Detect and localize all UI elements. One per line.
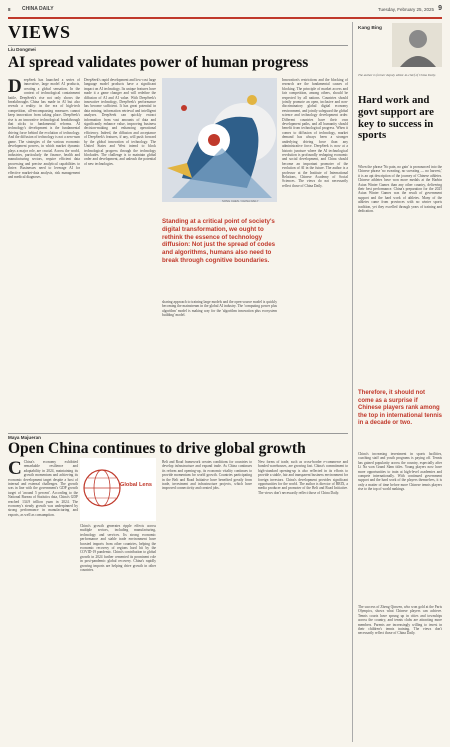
masthead-rule <box>8 17 442 19</box>
dropcap: D <box>8 78 22 97</box>
globe-icon <box>80 458 156 521</box>
brand-name: CHINA DAILY <box>22 6 54 12</box>
divider <box>8 433 348 434</box>
portrait-image <box>392 23 442 67</box>
column-divider <box>352 22 353 742</box>
article2-column-3: New forms of trade, such as cross-border e-commerce and bonded warehouses, are growing fast. China's commitment to high-standard opening-up is also reflected in its efforts to provide a stable, fair and transparent business environment for foreign investors. China's development provides significant opportunities for the world. The author is director of BRIX, a media producer and promoter of the Belt and Road Initiative. The views don't necessarily reflect those of China Daily. <box>258 460 348 495</box>
article1-column-3: sharing approach to training large models and the open-source model is quickly becoming the mainstream in the global AI industry. The 'computing power plus algorithm' model is making way for the 'algorithm innovation plus ecosystem building' model. <box>162 300 277 318</box>
article2-column-1 <box>8 460 78 740</box>
article2-column-1-text: China's economy exhibited remarkable resilience and adaptability in 2024, maintaining its growth momentum and achieving its economic development target despite a host of internal and external challenges. The growth was in line with the government's GDP growth target of 'around 5 percent'. According to the National Bureau of Statistics data, China's GDP reached 134.9 trillion yuan in 2024. The economy's steady growth was underpinned by strong performance in manufacturing and exports, as well as consumption. <box>8 460 78 517</box>
sidebar-column-1: When the phrase 'No pain, no gain' is pronounced into the Chinese phrase 'no sweating, no sweating — no harvest,' it is an apt description of the journey of Chinese athletes. Chinese athletes have won more medals at the Harbin Asian Winter Games than any other country, delivering their best performance. China's preparation for the 2025 Asian Winter Games was the result of government support and the hard work of athletes. Many of the athletes came from provinces with no winter sports tradition, yet they excelled through years of training and dedication. <box>358 165 442 214</box>
masthead <box>8 4 442 16</box>
dropcap: C <box>8 460 22 479</box>
article1-author: Liu Dongmei <box>8 47 36 52</box>
article1-illustration <box>162 78 277 202</box>
article1-column-2: DeepSeek's rapid development and low-cost large language model products have a significant impact on AI technology. Its unique features have made it a game changer and will redefine the diffusion of AI and AI value. With DeepSeek's innovative technology, DeepSeek's performance has become sufficient. It has great potential in data mining, information retrieval and intelligent analyses. DeepSeek can quickly extract information from vast amounts of data and significantly enhance value, improving business decision-making and enhancing operational efficiency. Indeed, the diffusion and acceptance of DeepSeek's features, if any, will push forward by the global innovation of technology. The United States and West intend to block technological progress through the technology blockades. The challenge is to maintain global order and development, and unleash the potential of new technologies. <box>84 78 156 166</box>
illustration-credit: SONG CHEN / CHINA DAILY <box>222 199 259 202</box>
global-lens-label: Global Lens <box>120 482 153 488</box>
article2-column-1b: China's growth generates ripple effects across multiple sectors, including manufacturing, technology and services. Its strong economic performance and stable trade environment have boosted imports from other countries, helping the economic recovery of regions hard hit by the COVID-19 pandemic. China's contribution to global growth in 2024 further cemented its prominent role in post-pandemic global recovery. China's rapidly growing imports are helping drive growth in other countries. <box>80 524 156 573</box>
page-number-left: 8 <box>8 7 11 12</box>
page-number: 9 <box>438 5 442 12</box>
sidebar-pull-quote: Therefore, it should not come as a surprise if Chinese players rank among the top in international tennis in a decade or two. <box>358 390 442 427</box>
sidebar-author-note: The author is former deputy editor-in-chief of China Daily. <box>358 73 436 77</box>
illustration-graphic <box>162 78 277 202</box>
article1-column-4: Innovation's restrictions and the blocking of research are the fundamental causes of blocking. The principle of market access and fair competition, among others, should be respected by all nations. Countries should jointly promote an open, inclusive and non-discriminatory global digital economy environment, and jointly safeguard the global science and technology development order. Different countries have their own development paths, and all humanity should benefit from technological progress. When it comes to diffusion of technology, market demand has always been a stronger underlying driving force than any administrative force. DeepSeek is now at a historic juncture where the AI technological revolution is profoundly reshaping economic and social development, and China should become an important promoter of the evolution of AI in the future. The author is a professor at the Institute of International Relations, Chinese Academy of Social Sciences. The views do not necessarily reflect those of China Daily. <box>282 78 348 188</box>
article2-author: Maya Majueran <box>8 435 41 440</box>
sidebar-author: Kang Bing <box>358 26 382 31</box>
article2-headline: Open China continues to drive global growth <box>8 440 306 457</box>
sidebar-headline: Hard work and govt support are key to success in sports <box>358 94 434 142</box>
global-lens-logo <box>80 458 156 521</box>
author-portrait <box>392 23 442 67</box>
sidebar-column-2: China's increasing investment in sports facilities, coaching staff and youth programs is paying off. Tennis has gained popularity across the country, especially after Li Na won Grand Slam titles. Young players now have more opportunities to train at high-level academies and compete internationally. With continued government support and the hard work of the players themselves, it is only a matter of time before more Chinese tennis players rise to the top of world rankings. <box>358 452 442 492</box>
article1-pull-quote: Standing at a critical point of society's digital transformation, we ought to rethink the essence of technology diffusion: Not just the spread of codes and algorithms, humans also need to break through cognitive boundaries. <box>162 218 276 264</box>
article1-column-1 <box>8 78 80 430</box>
sidebar-column-3: The success of Zheng Qinwen, who won gold at the Paris Olympics, shows what Chinese players can achieve. Tennis courts have sprung up in cities and townships across the country, and tennis clubs are attracting more members. Parents are increasingly willing to invest in their children's tennis training. The views don't necessarily reflect those of China Daily. <box>358 605 442 636</box>
section-title: VIEWS <box>8 22 71 42</box>
article2-column-2: Belt and Road framework creates conditions for countries to develop infrastructure and expand trade. As China continues its reform and opening-up, its economic vitality continues to provide momentum for world growth. Countries participating in the Belt and Road Initiative have benefited greatly from trade, investment and infrastructure projects, which have improved connectivity and created jobs. <box>162 460 252 491</box>
article1-headline: AI spread validates power of human progress <box>8 54 309 71</box>
article1-column-1-text: eepSeek has launched a series of innovative, large model AI products, creating a global sensation. In the context of technological containment battle, DeepSeek's rise not only shows the breakthroughs China has made in AI but also reveals a reality: in the era of high-tech competition, all-encompassing measures cannot keep innovation from taking place. DeepSeek's rise is an innovative technological breakthrough that sticks to fundamental reforms. AI technology's development is the fundamental driving force behind the evolution of technology. And the diffusion of technology is not a zero-sum game. The strategies of the various economic development powers, in which market dynamic plays a major role, are crucial. Across the world, industries, particularly the finance, health and manufacturing sectors, require efficient data processing and precise analytical capabilities to thrive. Businesses need to leverage AI for effective market-data analysis, risk management and medical diagnoses. <box>8 78 80 179</box>
issue-date: Tuesday, February 25, 2025 <box>377 7 434 12</box>
divider <box>8 45 348 46</box>
